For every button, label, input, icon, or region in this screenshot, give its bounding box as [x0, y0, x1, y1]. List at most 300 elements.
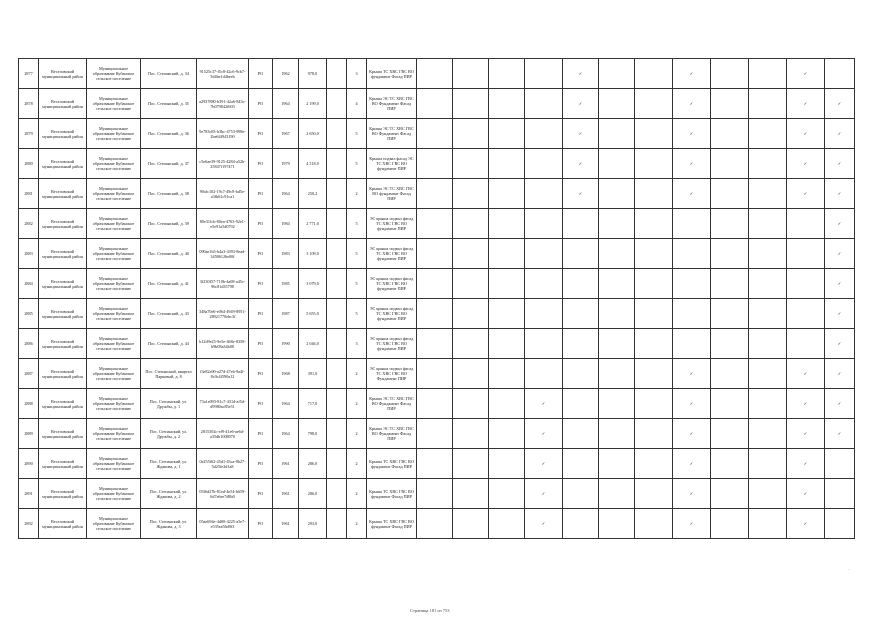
empty-check-cell: [489, 179, 525, 209]
empty-check-cell: [711, 359, 749, 389]
address-cell: Пос. Степанский, квартал Парковый, д. 8: [141, 359, 197, 389]
district-cell: Веселовский муниципальный район: [39, 209, 87, 239]
row-number-cell: 2877: [19, 59, 39, 89]
check-mark-icon: ✓: [673, 149, 711, 179]
check-mark-icon: ✓: [825, 419, 855, 449]
municipality-cell: Муниципальное образование Кубанское сельское поселение: [87, 179, 141, 209]
area-cell: 286,0: [299, 479, 327, 509]
empty-check-cell: [489, 329, 525, 359]
floors-cell: 5: [347, 269, 367, 299]
address-cell: Пос. Степанский, ул. Жданова, д. 2: [141, 479, 197, 509]
building-code-cell: 05ae694e-4d00-4225-a5e7-e535ea56d9f3: [197, 509, 249, 539]
empty-check-cell: [635, 389, 673, 419]
empty-check-cell: [599, 89, 635, 119]
row-number-cell: 2880: [19, 149, 39, 179]
empty-cell: [327, 179, 347, 209]
empty-check-cell: [417, 59, 453, 89]
check-mark-icon: ✓: [787, 359, 825, 389]
empty-check-cell: [711, 479, 749, 509]
empty-check-cell: [673, 269, 711, 299]
empty-cell: [327, 59, 347, 89]
row-number-cell: 2890: [19, 449, 39, 479]
empty-check-cell: [635, 269, 673, 299]
building-code-cell: 3f230f57-710b-4a08-a45c-96c81d35798: [197, 269, 249, 299]
floors-cell: 2: [347, 389, 367, 419]
check-mark-icon: ✓: [825, 389, 855, 419]
empty-check-cell: [711, 299, 749, 329]
check-mark-icon: ✓: [673, 59, 711, 89]
empty-check-cell: [711, 59, 749, 89]
district-cell: Веселовский муниципальный район: [39, 149, 87, 179]
empty-check-cell: [749, 299, 787, 329]
empty-check-cell: [453, 419, 489, 449]
empty-cell: [327, 299, 347, 329]
empty-check-cell: [563, 359, 599, 389]
empty-check-cell: [417, 479, 453, 509]
empty-check-cell: [711, 269, 749, 299]
empty-check-cell: [711, 119, 749, 149]
empty-check-cell: [787, 269, 825, 299]
material-cell: РО: [249, 449, 273, 479]
check-mark-icon: ✓: [825, 119, 855, 149]
material-cell: РО: [249, 479, 273, 509]
empty-check-cell: [599, 479, 635, 509]
municipality-cell: Муниципальное образование Кубанское сельское поселение: [87, 299, 141, 329]
material-cell: РО: [249, 149, 273, 179]
material-cell: РО: [249, 209, 273, 239]
district-cell: Веселовский муниципальный район: [39, 419, 87, 449]
municipality-cell: Муниципальное образование Кубанское сельское поселение: [87, 479, 141, 509]
building-code-cell: 05f6d27b-81ed-4e54-b659-6d7e6ee7d8b0: [197, 479, 249, 509]
empty-check-cell: [635, 479, 673, 509]
table-row: [19, 209, 855, 239]
empty-check-cell: [489, 59, 525, 89]
check-mark-icon: ✓: [563, 119, 599, 149]
check-mark-icon: ✓: [525, 479, 563, 509]
municipality-cell: Муниципальное образование Кубанское сельское поселение: [87, 329, 141, 359]
year-cell: 1962: [273, 59, 299, 89]
empty-check-cell: [489, 269, 525, 299]
empty-check-cell: [453, 359, 489, 389]
empty-check-cell: [635, 119, 673, 149]
empty-cell: [327, 479, 347, 509]
check-mark-icon: ✓: [787, 479, 825, 509]
empty-check-cell: [453, 389, 489, 419]
margin-mark: ·: [848, 568, 850, 573]
empty-cell: [327, 509, 347, 539]
empty-check-cell: [417, 239, 453, 269]
empty-check-cell: [749, 449, 787, 479]
material-cell: РО: [249, 419, 273, 449]
area-cell: 3 079,0: [299, 269, 327, 299]
empty-check-cell: [525, 89, 563, 119]
empty-cell: [327, 359, 347, 389]
check-mark-icon: ✓: [825, 239, 855, 269]
area-cell: 286,0: [299, 449, 327, 479]
building-code-cell: 91525c37-f5c8-42c6-9cb7-5d4be1d4beeb: [197, 59, 249, 89]
empty-check-cell: [749, 119, 787, 149]
empty-check-cell: [825, 449, 855, 479]
empty-check-cell: [563, 449, 599, 479]
check-mark-icon: ✓: [525, 389, 563, 419]
building-code-cell: 2815302c-ef9-41e6-ae6d-a35db1008070: [197, 419, 249, 449]
empty-check-cell: [525, 59, 563, 89]
empty-check-cell: [711, 179, 749, 209]
table-row: [19, 269, 855, 299]
empty-cell: [327, 149, 347, 179]
empty-check-cell: [599, 509, 635, 539]
empty-check-cell: [599, 329, 635, 359]
row-number-cell: 2881: [19, 179, 39, 209]
year-cell: 1964: [273, 419, 299, 449]
municipality-cell: Муниципальное образование Кубанское сельское поселение: [87, 359, 141, 389]
empty-check-cell: [711, 209, 749, 239]
address-cell: Пос. Степанский, д. 40: [141, 239, 197, 269]
address-cell: Пос. Степанский, д. 36: [141, 119, 197, 149]
building-code-cell: 348a70e6-e064-4949-8951-28921770ebc3f: [197, 299, 249, 329]
check-mark-icon: ✓: [563, 89, 599, 119]
empty-check-cell: [787, 299, 825, 329]
district-cell: Веселовский муниципальный район: [39, 89, 87, 119]
empty-check-cell: [711, 419, 749, 449]
building-code-cell: 73a1e093-81c7-431d-af5d-d9980ac85e51: [197, 389, 249, 419]
district-cell: Веселовский муниципальный район: [39, 269, 87, 299]
table-row: [19, 59, 855, 89]
year-cell: 1987: [273, 299, 299, 329]
area-cell: 4 518,0: [299, 149, 327, 179]
empty-check-cell: [489, 479, 525, 509]
check-mark-icon: ✓: [787, 449, 825, 479]
check-mark-icon: ✓: [563, 59, 599, 89]
floors-cell: 5: [347, 119, 367, 149]
empty-check-cell: [453, 59, 489, 89]
building-code-cell: b12d9e25-9e5e-468e-8358-b9b08a34b08: [197, 329, 249, 359]
empty-check-cell: [489, 359, 525, 389]
district-cell: Веселовский муниципальный район: [39, 299, 87, 329]
empty-check-cell: [673, 209, 711, 239]
empty-check-cell: [711, 329, 749, 359]
district-cell: Веселовский муниципальный район: [39, 119, 87, 149]
empty-check-cell: [673, 239, 711, 269]
works-list-cell: Крыша подвал фасад ЭС ТС ХВС ГВС ВО фундамент ПИР: [367, 149, 417, 179]
empty-check-cell: [711, 449, 749, 479]
empty-check-cell: [749, 419, 787, 449]
empty-check-cell: [453, 119, 489, 149]
table-row: [19, 359, 855, 389]
empty-check-cell: [599, 419, 635, 449]
check-mark-icon: ✓: [525, 419, 563, 449]
check-mark-icon: ✓: [525, 449, 563, 479]
row-number-cell: 2885: [19, 299, 39, 329]
material-cell: РО: [249, 329, 273, 359]
table-row: [19, 509, 855, 539]
empty-cell: [327, 419, 347, 449]
empty-check-cell: [489, 449, 525, 479]
empty-check-cell: [749, 479, 787, 509]
check-mark-icon: ✓: [563, 179, 599, 209]
empty-check-cell: [635, 59, 673, 89]
building-code-cell: 80e31fcb-80ea-4763-92e1-e5e91a5d0792: [197, 209, 249, 239]
empty-check-cell: [489, 509, 525, 539]
empty-cell: [327, 449, 347, 479]
works-list-cell: ЭС крыша подвал фасад ТС ХВС ГВС ВО фундамент ПИР: [367, 329, 417, 359]
empty-check-cell: [453, 149, 489, 179]
floors-cell: 5: [347, 239, 367, 269]
row-number-cell: 2887: [19, 359, 39, 389]
check-mark-icon: ✓: [825, 299, 855, 329]
works-list-cell: Крыша ТС ХВС ГВС ВО фундамент Фасад ПИР: [367, 479, 417, 509]
empty-cell: [327, 269, 347, 299]
empty-cell: [327, 329, 347, 359]
material-cell: РО: [249, 179, 273, 209]
table-row: [19, 149, 855, 179]
check-mark-icon: ✓: [787, 389, 825, 419]
empty-check-cell: [635, 89, 673, 119]
floors-cell: 5: [347, 149, 367, 179]
municipality-cell: Муниципальное образование Кубанское сельское поселение: [87, 389, 141, 419]
empty-check-cell: [635, 239, 673, 269]
check-mark-icon: ✓: [787, 119, 825, 149]
address-cell: Пос. Степанский, д. 44: [141, 329, 197, 359]
empty-check-cell: [787, 329, 825, 359]
year-cell: 1961: [273, 479, 299, 509]
empty-check-cell: [749, 179, 787, 209]
works-list-cell: Крыша ТС ХВС ГВС ВО фундамент Фасад ПИР: [367, 509, 417, 539]
area-cell: 717,0: [299, 389, 327, 419]
area-cell: 293,0: [299, 509, 327, 539]
empty-check-cell: [453, 239, 489, 269]
register-body: [19, 59, 855, 539]
empty-check-cell: [525, 239, 563, 269]
table-row: [19, 389, 855, 419]
area-cell: 250,2: [299, 179, 327, 209]
empty-check-cell: [453, 179, 489, 209]
empty-check-cell: [563, 239, 599, 269]
building-code-cell: 090ae1b5-b4a3-4393-8ead-34586126e00f: [197, 239, 249, 269]
empty-check-cell: [749, 59, 787, 89]
address-cell: Пос. Степанский, ул. Жданова, д. 3: [141, 509, 197, 539]
works-list-cell: ЭС крыша подвал фасад ТС ХВС ГВС ВО фундамент ПИР: [367, 239, 417, 269]
material-cell: РО: [249, 59, 273, 89]
check-mark-icon: ✓: [787, 89, 825, 119]
address-cell: Пос. Степанский, д. 39: [141, 209, 197, 239]
floors-cell: 4: [347, 89, 367, 119]
floors-cell: 2: [347, 479, 367, 509]
empty-check-cell: [599, 119, 635, 149]
area-cell: 2 046,0: [299, 329, 327, 359]
year-cell: 1967: [273, 119, 299, 149]
check-mark-icon: ✓: [673, 509, 711, 539]
district-cell: Веселовский муниципальный район: [39, 449, 87, 479]
empty-check-cell: [599, 449, 635, 479]
empty-check-cell: [417, 149, 453, 179]
row-number-cell: 2892: [19, 509, 39, 539]
empty-check-cell: [525, 119, 563, 149]
empty-check-cell: [635, 149, 673, 179]
municipality-cell: Муниципальное образование Кубанское сельское поселение: [87, 209, 141, 239]
table-row: [19, 299, 855, 329]
check-mark-icon: ✓: [825, 149, 855, 179]
check-mark-icon: ✓: [673, 119, 711, 149]
year-cell: 1990: [273, 329, 299, 359]
row-number-cell: 2889: [19, 419, 39, 449]
municipality-cell: Муниципальное образование Кубанское сельское поселение: [87, 149, 141, 179]
empty-check-cell: [525, 299, 563, 329]
housing-register-table: [18, 58, 855, 539]
table-row: [19, 119, 855, 149]
empty-check-cell: [417, 419, 453, 449]
floors-cell: 2: [347, 179, 367, 209]
address-cell: Пос. Степанский, ул. Дружбы, д. 1: [141, 389, 197, 419]
year-cell: 1979: [273, 149, 299, 179]
address-cell: Пос. Степанский, д. 41: [141, 269, 197, 299]
empty-check-cell: [563, 329, 599, 359]
check-mark-icon: ✓: [563, 149, 599, 179]
year-cell: 1983: [273, 239, 299, 269]
table-row: [19, 419, 855, 449]
empty-check-cell: [599, 269, 635, 299]
row-number-cell: 2884: [19, 269, 39, 299]
area-cell: 978,0: [299, 59, 327, 89]
empty-check-cell: [673, 299, 711, 329]
empty-check-cell: [635, 419, 673, 449]
floors-cell: 2: [347, 419, 367, 449]
empty-check-cell: [417, 89, 453, 119]
year-cell: 1961: [273, 449, 299, 479]
row-number-cell: 2883: [19, 239, 39, 269]
municipality-cell: Муниципальное образование Кубанское сельское поселение: [87, 239, 141, 269]
check-mark-icon: ✓: [673, 89, 711, 119]
row-number-cell: 2886: [19, 329, 39, 359]
row-number-cell: 2882: [19, 209, 39, 239]
empty-check-cell: [599, 179, 635, 209]
material-cell: РО: [249, 389, 273, 419]
year-cell: 1964: [273, 89, 299, 119]
floors-cell: 2: [347, 359, 367, 389]
material-cell: РО: [249, 359, 273, 389]
empty-check-cell: [749, 329, 787, 359]
empty-check-cell: [749, 269, 787, 299]
works-list-cell: Крыша ЭС ТС ХВС ГВС ВО Фундамент Фасад ПИР: [367, 119, 417, 149]
empty-check-cell: [749, 89, 787, 119]
area-cell: 2 771,0: [299, 209, 327, 239]
empty-check-cell: [711, 509, 749, 539]
area-cell: 391,0: [299, 359, 327, 389]
empty-cell: [327, 239, 347, 269]
year-cell: 1961: [273, 509, 299, 539]
empty-check-cell: [563, 299, 599, 329]
table-row: [19, 89, 855, 119]
municipality-cell: Муниципальное образование Кубанское сельское поселение: [87, 89, 141, 119]
area-cell: 2 199,0: [299, 89, 327, 119]
area-cell: 5 655,0: [299, 299, 327, 329]
empty-check-cell: [453, 509, 489, 539]
empty-check-cell: [599, 359, 635, 389]
empty-check-cell: [525, 269, 563, 299]
empty-check-cell: [525, 329, 563, 359]
empty-check-cell: [489, 299, 525, 329]
empty-check-cell: [563, 269, 599, 299]
empty-check-cell: [635, 509, 673, 539]
empty-check-cell: [417, 389, 453, 419]
empty-check-cell: [563, 479, 599, 509]
works-list-cell: ЭС крыша подвал фасад ТС ХВС ГВС ВО фундамент ПИР: [367, 209, 417, 239]
empty-check-cell: [711, 149, 749, 179]
address-cell: Пос. Степанский, д. 34: [141, 59, 197, 89]
material-cell: РО: [249, 509, 273, 539]
empty-check-cell: [635, 449, 673, 479]
empty-check-cell: [635, 359, 673, 389]
address-cell: Пос. Степанский, ул. Дружбы, д. 2: [141, 419, 197, 449]
empty-check-cell: [453, 269, 489, 299]
empty-check-cell: [525, 359, 563, 389]
empty-check-cell: [635, 209, 673, 239]
district-cell: Веселовский муниципальный район: [39, 389, 87, 419]
year-cell: 1984: [273, 209, 299, 239]
works-list-cell: Крыша ТС ХВС ГВС ВО фундамент Фасад ПИР: [367, 59, 417, 89]
empty-check-cell: [599, 389, 635, 419]
page-number-label: Страница 181 из 753: [410, 608, 450, 613]
table-row: [19, 479, 855, 509]
address-cell: Пос. Степанский, д. 43: [141, 299, 197, 329]
empty-check-cell: [749, 209, 787, 239]
empty-check-cell: [453, 299, 489, 329]
district-cell: Веселовский муниципальный район: [39, 59, 87, 89]
floors-cell: 3: [347, 59, 367, 89]
address-cell: Пос. Степанский, д. 35: [141, 89, 197, 119]
empty-check-cell: [599, 239, 635, 269]
material-cell: РО: [249, 89, 273, 119]
material-cell: РО: [249, 119, 273, 149]
check-mark-icon: ✓: [825, 359, 855, 389]
empty-check-cell: [563, 389, 599, 419]
empty-check-cell: [489, 119, 525, 149]
check-mark-icon: ✓: [673, 359, 711, 389]
check-mark-icon: ✓: [787, 419, 825, 449]
empty-cell: [327, 209, 347, 239]
year-cell: 1985: [273, 269, 299, 299]
empty-check-cell: [525, 149, 563, 179]
check-mark-icon: ✓: [673, 419, 711, 449]
check-mark-icon: ✓: [525, 509, 563, 539]
check-mark-icon: ✓: [825, 269, 855, 299]
municipality-cell: Муниципальное образование Кубанское сельское поселение: [87, 269, 141, 299]
row-number-cell: 2891: [19, 479, 39, 509]
empty-check-cell: [787, 209, 825, 239]
empty-check-cell: [599, 149, 635, 179]
district-cell: Веселовский муниципальный район: [39, 329, 87, 359]
municipality-cell: Муниципальное образование Кубанское сельское поселение: [87, 119, 141, 149]
municipality-cell: Муниципальное образование Кубанское сельское поселение: [87, 509, 141, 539]
empty-check-cell: [417, 209, 453, 239]
empty-check-cell: [417, 269, 453, 299]
district-cell: Веселовский муниципальный район: [39, 509, 87, 539]
building-code-cell: a2937880-b391-42a6-843c-7b079842f603: [197, 89, 249, 119]
floors-cell: 2: [347, 449, 367, 479]
row-number-cell: 2879: [19, 119, 39, 149]
check-mark-icon: ✓: [787, 179, 825, 209]
empty-check-cell: [453, 329, 489, 359]
row-number-cell: 2878: [19, 89, 39, 119]
row-number-cell: 2888: [19, 389, 39, 419]
table-row: [19, 449, 855, 479]
empty-check-cell: [825, 59, 855, 89]
works-list-cell: ЭС крыша подвал фасад ТС ХВС ГВС ВО фундамент ПИР: [367, 269, 417, 299]
area-cell: 3 109,0: [299, 239, 327, 269]
table-row: [19, 179, 855, 209]
check-mark-icon: ✓: [673, 479, 711, 509]
empty-cell: [327, 119, 347, 149]
